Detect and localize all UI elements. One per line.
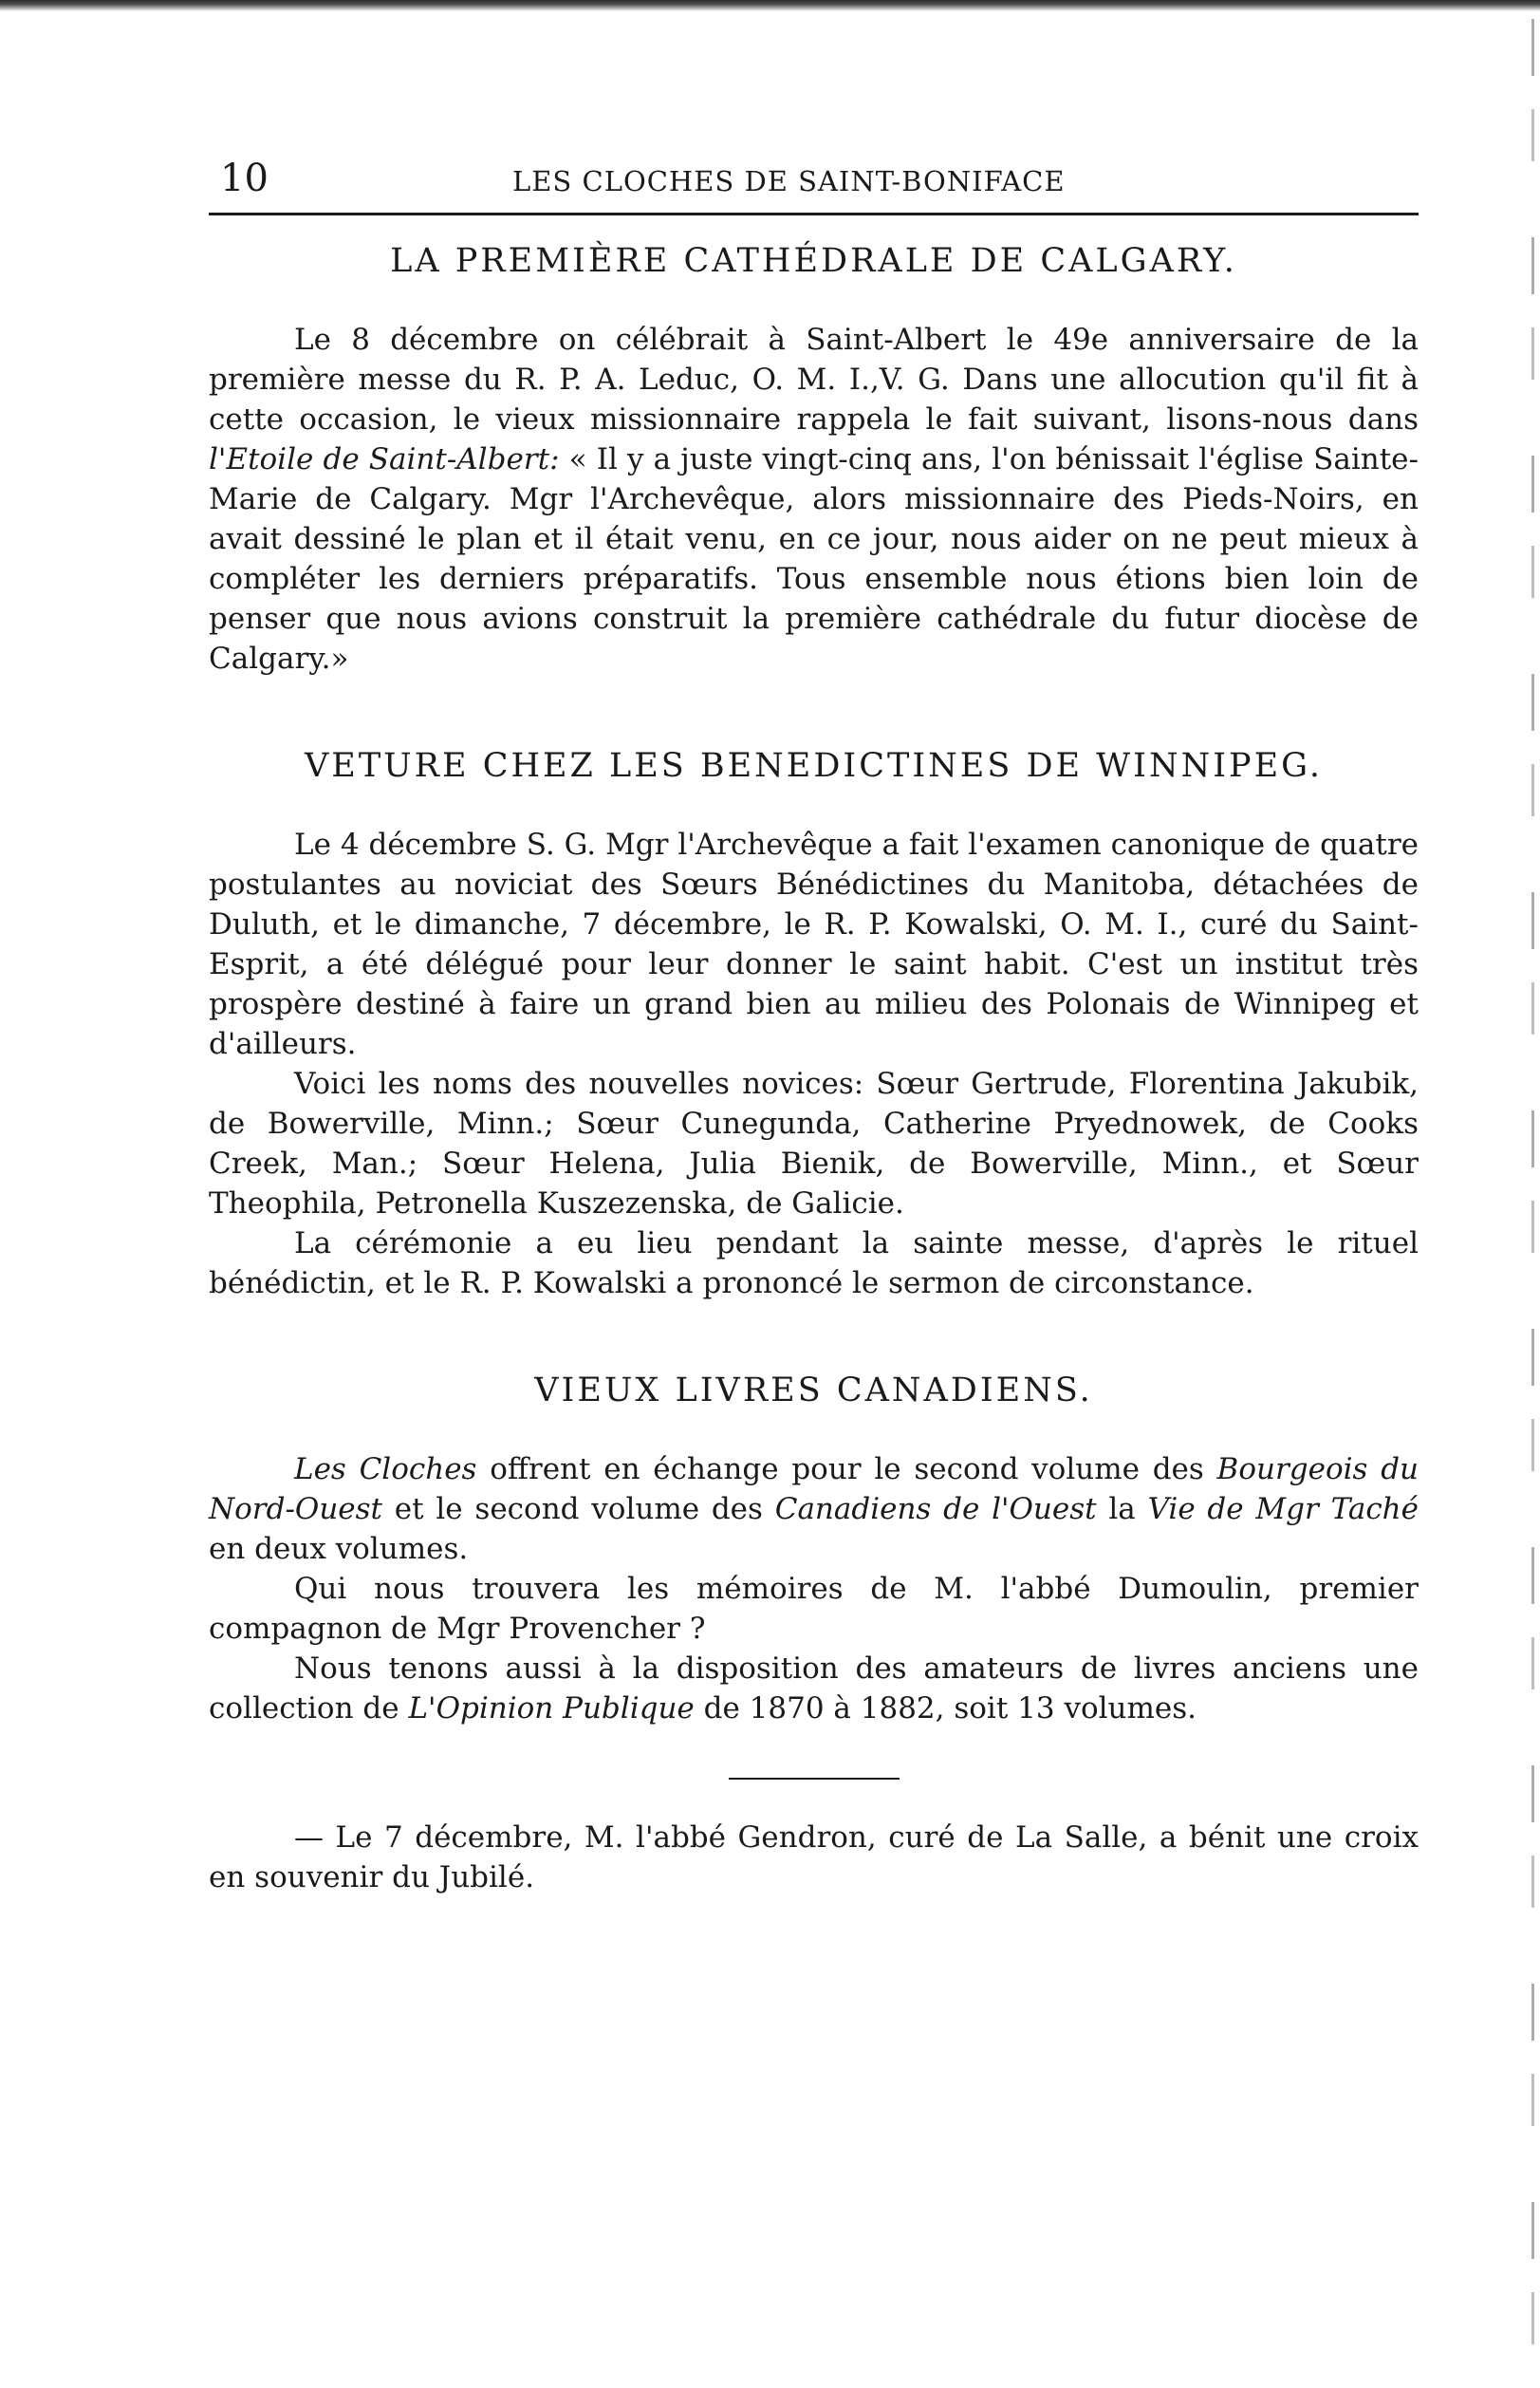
italic-run: Vie de Mgr Taché: [1147, 1492, 1419, 1526]
section-divider: [729, 1778, 900, 1780]
header-rule: [209, 213, 1419, 215]
text-run: la: [1096, 1492, 1148, 1526]
section-title-calgary: LA PREMIÈRE CATHÉDRALE DE CALGARY.: [390, 242, 1237, 280]
scan-right-edge: [1531, 19, 1534, 2373]
paragraph-dumoulin: Qui nous trouvera les mémoires de M. l'abbé Dumoulin, premier compagnon de Mgr Provencher ?: [209, 1572, 1419, 1646]
italic-run: Les Cloches: [294, 1452, 477, 1486]
italic-run: l'Etoile de Saint-Albert:: [209, 442, 560, 476]
italic-run: Canadiens de l'Ouest: [774, 1492, 1097, 1526]
text-run: « Il y a juste vingt-cinq ans, l'on bénissait l'église Sainte-Marie de Calgary. Mgr l'Archevêque, alors missionnaire des Pieds-Noirs, en avait dessiné le plan et il était venu, en ce jour, nous aider on ne peut mieux à compléter les derniers préparatifs. Tous ensemble nous étions bien loin de penser que nous avions construit la première cathédrale du futur diocèse de Calgary.»: [209, 442, 1419, 676]
text-run: Nous tenons aussi à la disposition des amateurs de livres anciens une collection de: [209, 1651, 1419, 1726]
italic-run: Bourgeois du Nord-Ouest: [209, 1452, 1419, 1526]
paragraph-novices: Voici les noms des nouvelles novices: Sœur Gertrude, Florentina Jakubik, de Bowerville, Minn.; Sœur Cunegunda, Catherine Pryednowek, de Cooks Creek, Man.; Sœur Helena, Julia Bienik, de Bowerville, Minn., et Sœur Theophila, Petronella Kuszezenska, de Galicie.: [209, 1067, 1419, 1221]
text-run: Le 8 décembre on célébrait à Saint-Albert le 49e anniversaire de la première messe du R. P. A. Leduc, O. M. I.,V. G. Dans une allocution qu'il fit à cette occasion, le vieux missionnaire rappela le fait suivant, lisons-nous dans: [209, 323, 1419, 437]
italic-run: L'Opinion Publique: [408, 1691, 695, 1726]
text-run: de 1870 à 1882, soit 13 volumes.: [694, 1691, 1197, 1726]
scan-top-edge: [0, 0, 1540, 11]
paragraph-offer: [209, 1449, 1419, 1569]
section-title-winnipeg: VETURE CHEZ LES BENEDICTINES DE WINNIPEG.: [305, 747, 1323, 785]
paragraph-vesture: Le 4 décembre S. G. Mgr l'Archevêque a fait l'examen canonique de quatre postulantes au noviciat des Sœurs Bénédictines du Manitoba, détachées de Duluth, et le dimanche, 7 décembre, le R. P. Kowalski, O. M. I., curé du Saint-Esprit, a été délégué pour leur donner le saint habit. C'est un institut très prospère destiné à faire un grand bien au milieu des Polonais de Winnipeg et d'ailleurs.: [209, 828, 1419, 1061]
text-run: offrent en échange pour le second volume des: [476, 1452, 1217, 1486]
text-run: et le second volume des: [382, 1492, 775, 1526]
paragraph-ceremony: La cérémonie a eu lieu pendant la sainte messe, d'après le rituel bénédictin, et le R. P. Kowalski a prononcé le sermon de circonstance.: [209, 1226, 1419, 1300]
paragraph-closing-note: — Le 7 décembre, M. l'abbé Gendron, curé de La Salle, a bénit une croix en souvenir du Jubilé.: [209, 1820, 1419, 1894]
paragraph-collection: [209, 1649, 1419, 1728]
document-page: [209, 142, 1419, 1897]
running-header: [209, 142, 1419, 209]
page-number: 10: [220, 157, 269, 200]
paragraph-calgary: [209, 320, 1419, 679]
text-run: en deux volumes.: [209, 1532, 469, 1566]
running-title: LES CLOCHES DE SAINT-BONIFACE: [512, 165, 1066, 197]
section-title-livres: VIEUX LIVRES CANADIENS.: [534, 1371, 1093, 1409]
